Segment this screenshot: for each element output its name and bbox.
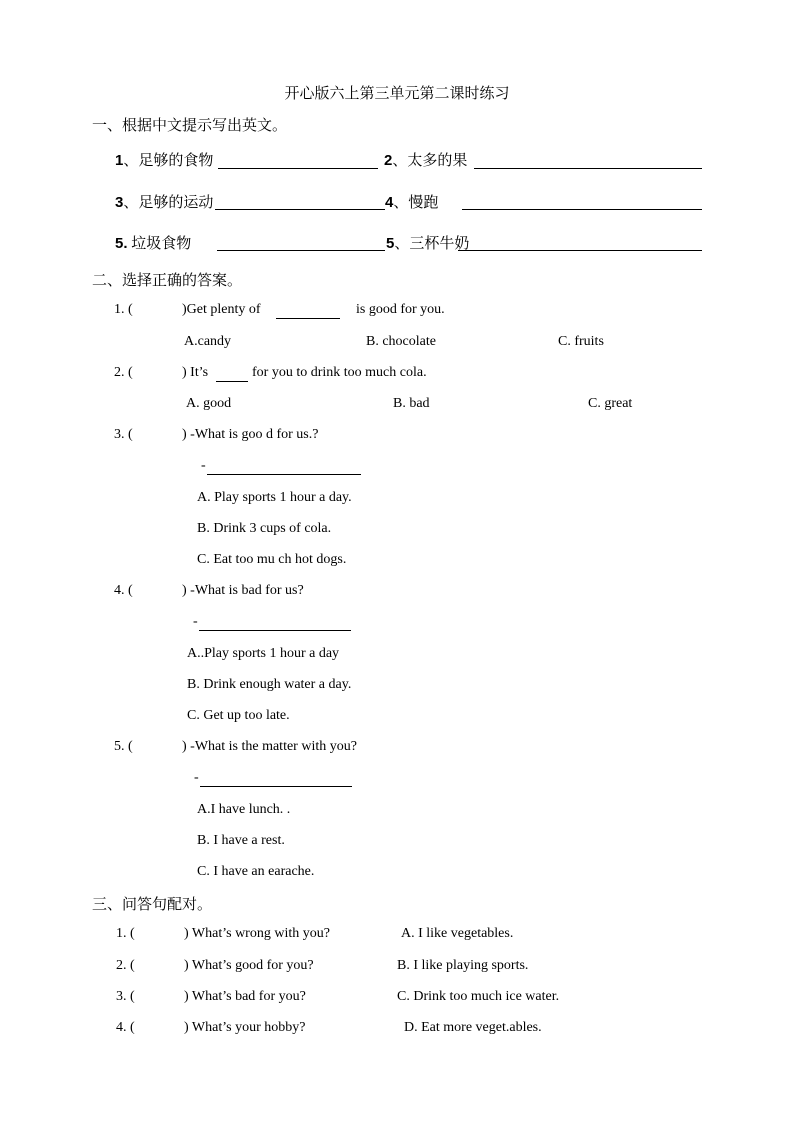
s1-item-6 <box>386 232 469 253</box>
match-question: ) What’s bad for you? <box>184 989 306 1004</box>
match-answer: D. Eat more veget.ables. <box>404 1020 542 1035</box>
q5-dash: - <box>194 770 199 785</box>
s1-item-3 <box>115 191 213 212</box>
q2-option-b[interactable]: B. bad <box>393 396 430 411</box>
q2-number: 2. ( <box>114 365 133 380</box>
q3-number: 3. ( <box>114 427 133 442</box>
s1-item-1 <box>115 149 213 170</box>
q3-dash: - <box>201 458 206 473</box>
q4-option-c[interactable]: C. Get up too late. <box>187 708 290 723</box>
match-question: ) What’s good for you? <box>184 958 314 973</box>
q3-option-c[interactable]: C. Eat too mu ch hot dogs. <box>197 552 347 567</box>
match-answer: B. I like playing sports. <box>397 958 529 973</box>
page-title: 开心版六上第三单元第二课时练习 <box>284 86 510 102</box>
s1-item-num: 1 <box>115 152 124 169</box>
answer-line[interactable] <box>217 250 385 251</box>
q4-option-b[interactable]: B. Drink enough water a day. <box>187 677 352 692</box>
q4-dash: - <box>193 614 198 629</box>
q2-option-c[interactable]: C. great <box>588 396 633 411</box>
q1-tail: is good for you. <box>356 302 445 317</box>
s1-item-num: 5 <box>386 235 395 252</box>
answer-line[interactable] <box>474 168 702 169</box>
match-number: 1. ( <box>116 926 135 941</box>
s1-item-text: 、慢跑 <box>393 195 439 211</box>
answer-line[interactable] <box>276 318 340 319</box>
match-answer: A. I like vegetables. <box>401 926 514 941</box>
s1-item-text: 、足够的运动 <box>123 195 214 211</box>
s1-item-text: 、足够的食物 <box>123 153 214 169</box>
q5-option-a[interactable]: A.I have lunch. . <box>197 802 291 817</box>
q2-option-a[interactable]: A. good <box>186 396 232 411</box>
q1-option-b[interactable]: B. chocolate <box>366 334 436 349</box>
answer-line[interactable] <box>200 786 352 787</box>
q1-option-a[interactable]: A.candy <box>184 334 232 349</box>
q4-number: 4. ( <box>114 583 133 598</box>
q2-tail: for you to drink too much cola. <box>252 365 427 380</box>
section3-heading: 三、问答句配对。 <box>92 897 213 913</box>
match-number: 3. ( <box>116 989 135 1004</box>
s1-item-5 <box>115 232 191 253</box>
match-number: 2. ( <box>116 958 135 973</box>
q1-number: 1. ( <box>114 302 133 317</box>
answer-line[interactable] <box>207 474 361 475</box>
q4-stem: ) -What is bad for us? <box>182 583 304 598</box>
answer-line[interactable] <box>216 381 248 382</box>
match-number: 4. ( <box>116 1020 135 1035</box>
q3-stem: ) -What is goo d for us.? <box>182 427 319 442</box>
q5-stem: ) -What is the matter with you? <box>182 739 357 754</box>
answer-line[interactable] <box>218 168 378 169</box>
q1-option-c[interactable]: C. fruits <box>558 334 604 349</box>
q3-option-b[interactable]: B. Drink 3 cups of cola. <box>197 521 332 536</box>
match-answer: C. Drink too much ice water. <box>397 989 560 1004</box>
s1-item-num: 4 <box>385 194 394 211</box>
s1-item-num: 5. <box>115 235 128 252</box>
answer-line[interactable] <box>458 250 702 251</box>
s1-item-4 <box>385 191 438 212</box>
s1-item-text: 垃圾食物 <box>127 236 192 252</box>
q1-stem: )Get plenty of <box>182 302 261 317</box>
section2-heading: 二、选择正确的答案。 <box>92 273 243 289</box>
s1-item-num: 2 <box>384 152 393 169</box>
s1-item-2 <box>384 149 467 170</box>
q4-option-a[interactable]: A..Play sports 1 hour a day <box>187 646 340 661</box>
q5-option-c[interactable]: C. I have an earache. <box>197 864 315 879</box>
answer-line[interactable] <box>199 630 351 631</box>
s1-item-text: 、三杯牛奶 <box>394 236 470 252</box>
match-question: ) What’s wrong with you? <box>184 926 330 941</box>
q5-option-b[interactable]: B. I have a rest. <box>197 833 285 848</box>
q5-number: 5. ( <box>114 739 133 754</box>
match-question: ) What’s your hobby? <box>184 1020 306 1035</box>
q2-stem: ) It’s <box>182 365 209 380</box>
s1-item-text: 、太多的果 <box>392 153 468 169</box>
answer-line[interactable] <box>462 209 702 210</box>
q3-option-a[interactable]: A. Play sports 1 hour a day. <box>197 490 352 505</box>
s1-item-num: 3 <box>115 194 124 211</box>
section1-heading: 一、根据中文提示写出英文。 <box>92 118 288 134</box>
answer-line[interactable] <box>215 209 385 210</box>
